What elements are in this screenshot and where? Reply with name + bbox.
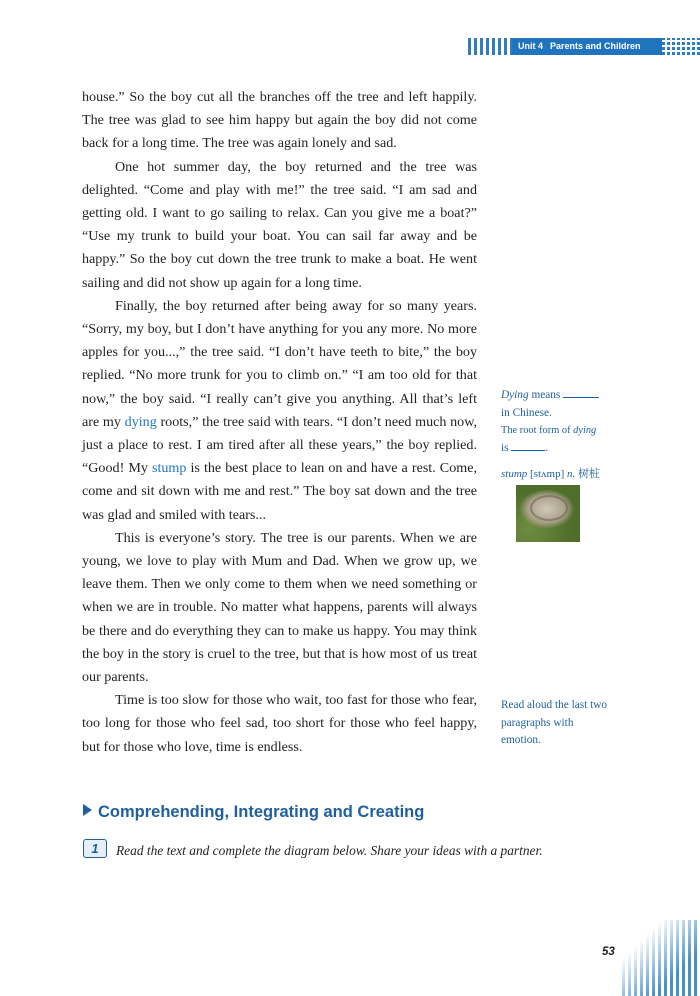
highlight-stump: stump bbox=[151, 460, 187, 477]
answer-blank-2 bbox=[511, 449, 545, 451]
task-instruction: Read the text and complete the diagram below. Share your ideas with a partner. bbox=[116, 843, 543, 858]
paragraph-2: One hot summer day, the boy returned and the tree was delighted. “Come and play with me!” the tree said. “I am sad and getting old. I want to go sailing to relax. Can you give me a boat?” “Use my trunk to build your boat. You can sail far away and be happy.” So the boy cut down the tree trunk to make a boat. He went sailing and did not show up again for a long time. bbox=[82, 158, 477, 291]
section-heading bbox=[83, 803, 424, 822]
vocab-pos: n. bbox=[567, 468, 576, 480]
side-note-read-aloud: Read aloud the last two paragraphs with emotion. bbox=[501, 699, 608, 746]
unit-title: Parents and Children bbox=[550, 41, 641, 51]
footer-dot-pattern bbox=[622, 920, 700, 996]
section-heading-text: Comprehending, Integrating and Creating bbox=[98, 803, 425, 821]
vocab-word: stump bbox=[501, 468, 528, 480]
vocab-phonetic: [stʌmp] bbox=[530, 468, 565, 480]
note-text-in-chinese: in Chinese. bbox=[501, 406, 552, 419]
note-word-dying: Dying bbox=[501, 389, 529, 401]
reading-text bbox=[82, 86, 477, 759]
page-number: 53 bbox=[602, 946, 615, 958]
answer-blank-1 bbox=[563, 396, 599, 398]
note-text-is: is bbox=[501, 441, 509, 454]
task-number-badge: 1 bbox=[83, 839, 107, 858]
paragraph-3-part-c: is the best place to lean on and have a rest. Come, come and sit down with me and rest.” The boy sat down and the tree was glad and smiled with tears... bbox=[82, 460, 477, 523]
note-period: . bbox=[545, 441, 549, 454]
unit-title-bar bbox=[512, 38, 662, 55]
paragraph-3-part-a: Finally, the boy returned after being away for so many years. “Sorry, my boy, but I don’t have anything for you any more. No more apples for you...,” the tree said. “I don’t have teeth to bite,” the boy replied. “No more trunk for you to climb on.” “I am too old for that now,” the boy said. “I really can’t give you anything. All that’s left are my bbox=[82, 297, 477, 430]
paragraph-1: house.” So the boy cut all the branches off the tree and left happily. The tree was glad to see him happy but again the boy did not come back for a long time. The tree was again lonely and sad. bbox=[82, 89, 477, 152]
paragraph-4: This is everyone’s story. The tree is our parents. When we are young, we love to play with Mum and Dad. When we grow up, we leave them. Then we only come to them when we need something or when we are in trouble. No matter what happens, parents will always be there and do everything they can to make us happy. You may think the boy in the story is cruel to the tree, but that is how most of us treat our parents. bbox=[82, 529, 477, 686]
note-text-root-form: The root form of bbox=[501, 425, 571, 436]
highlight-dying: dying bbox=[124, 413, 157, 430]
stump-rings bbox=[530, 495, 568, 521]
paragraph-5: Time is too slow for those who wait, too fast for those who fear, too long for those who feel sad, too short for those who feel happy, but for those who love, time is endless. bbox=[82, 692, 477, 755]
triangle-bullet-icon bbox=[83, 804, 92, 816]
header-dot-pattern-right bbox=[662, 38, 700, 55]
paragraph-3-part-b: roots,” the tree said with tears. “I don’t need much now, just a place to rest. I am tired after all these years,” the boy replied. “Good! My bbox=[82, 413, 478, 477]
vocab-stump bbox=[501, 465, 621, 481]
page-header bbox=[468, 38, 700, 55]
vocab-chinese: 树桩 bbox=[578, 468, 601, 480]
header-dot-pattern bbox=[468, 38, 514, 55]
unit-label: Unit 4 bbox=[518, 41, 544, 51]
stump-photo bbox=[516, 485, 580, 542]
paragraph-3 bbox=[82, 295, 477, 527]
side-note-dying bbox=[501, 387, 611, 457]
note-text-means: means bbox=[531, 389, 561, 401]
note-word-dying-2: dying bbox=[573, 425, 597, 436]
